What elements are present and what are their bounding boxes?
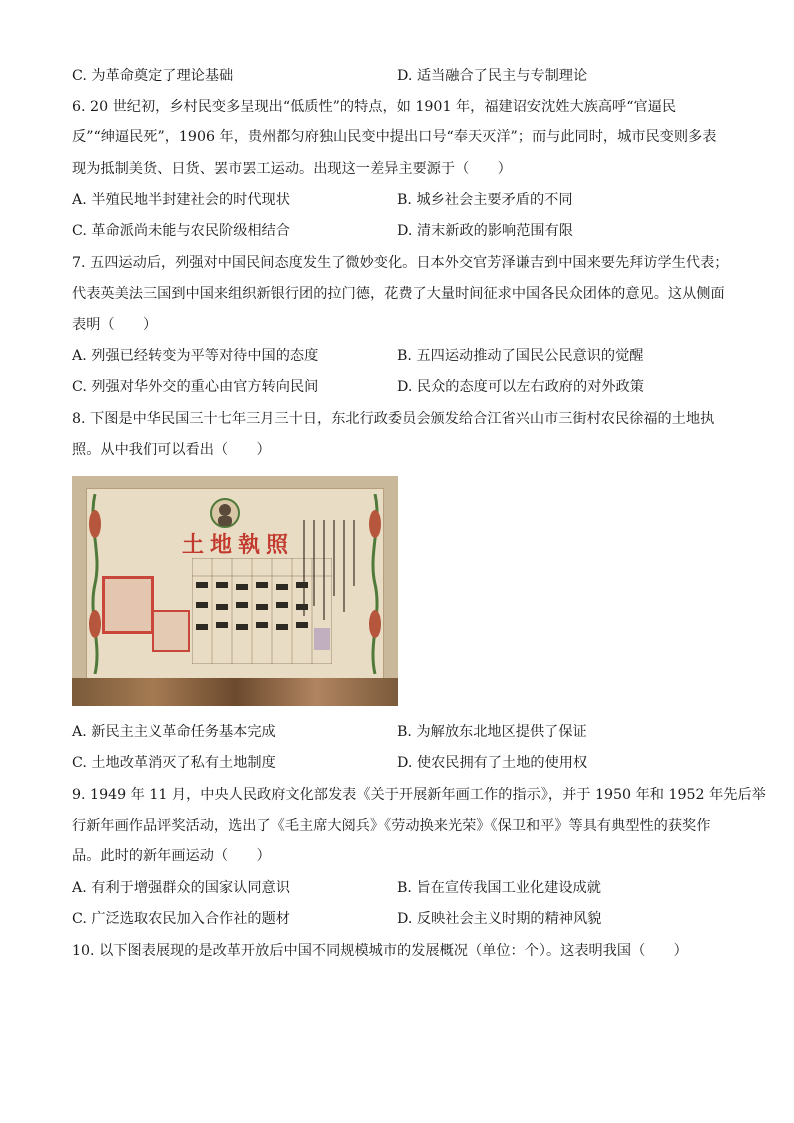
q9-option-c: C. 广泛选取农民加入合作社的题材 [72,911,290,927]
q5-option-d: D. 适当融合了民主与专制理论 [397,68,588,84]
q9-stem-line-1: 9. 1949 年 11 月，中央人民政府文化部发表《关于开展新年画工作的指示》，并于 1950 年和 1952 年先后举 [72,787,766,803]
q6-option-d: D. 清末新政的影响范围有限 [397,223,573,239]
vine-border-right [366,494,384,674]
q7-option-a: A. 列强已经转变为平等对待中国的态度 [72,348,319,364]
q6-option-a: A. 半殖民地半封建社会的时代现状 [72,192,290,208]
red-seal-stamp [102,576,154,634]
q7-option-c: C. 列强对华外交的重心由官方转向民间 [72,379,319,395]
portrait-emblem-icon [210,498,240,528]
land-certificate-image [72,476,398,706]
q7-option-b: B. 五四运动推动了国民公民意识的觉醒 [397,348,644,364]
q6-stem-line-1: 6. 20 世纪初，乡村民变多呈现出“低质性”的特点，如 1901 年，福建诏安沈姓大族高呼“官逼民 [72,99,677,115]
q6-option-c: C. 革命派尚未能与农民阶级相结合 [72,223,290,239]
q8-stem-line-2: 照。从中我们可以看出（ ） [72,442,271,458]
q9-option-a: A. 有利于增强群众的国家认同意识 [72,880,290,896]
certificate-title: 土地執照 [182,532,295,558]
q10-stem-line-1: 10. 以下图表展现的是改革开放后中国不同规模城市的发展概况（单位：个）。这表明我国（ ） [72,943,688,959]
q7-stem-line-2: 代表英美法三国到中国来组织新银行团的拉门德，花费了大量时间征求中国各民众团体的意见。这从侧面 [72,286,725,302]
certificate-handwritten-notes [298,516,368,626]
q6-option-b: B. 城乡社会主要矛盾的不同 [397,192,573,208]
q9-option-b: B. 旨在宣传我国工业化建设成就 [397,880,601,896]
q8-option-a: A. 新民主主义革命任务基本完成 [72,724,276,740]
decorative-bottom-frieze [72,678,398,706]
q9-option-d: D. 反映社会主义时期的精神风貌 [397,911,602,927]
q7-option-d: D. 民众的态度可以左右政府的对外政策 [397,379,644,395]
small-seal-stamp [152,610,190,652]
q6-stem-line-2: 反”“绅逼民死”，1906 年，贵州都匀府独山民变中提出口号“奉天灭洋”；而与此同时，城市民变则多表 [72,129,717,145]
q8-option-c: C. 土地改革消灭了私有土地制度 [72,755,276,771]
q8-option-b: B. 为解放东北地区提供了保证 [397,724,587,740]
q6-stem-line-3: 现为抵制美货、日货、罢市罢工运动。出现这一差异主要源于（ ） [72,161,512,177]
q9-stem-line-3: 品。此时的新年画运动（ ） [72,848,271,864]
q5-option-c: C. 为革命奠定了理论基础 [72,68,234,84]
q7-stem-line-3: 表明（ ） [72,317,158,333]
q9-stem-line-2: 行新年画作品评奖活动，选出了《毛主席大阅兵》《劳动换来光荣》《保卫和平》等具有典型性的获奖作 [72,818,711,834]
q8-stem-line-1: 8. 下图是中华民国三十七年三月三十日，东北行政委员会颁发给合江省兴山市三街村农民徐福的土地执 [72,411,715,427]
q7-stem-line-1: 7. 五四运动后，列强对中国民间态度发生了微妙变化。日本外交官芳泽谦吉到中国来要先拜访学生代表； [72,255,729,271]
q8-option-d: D. 使农民拥有了土地的使用权 [397,755,588,771]
